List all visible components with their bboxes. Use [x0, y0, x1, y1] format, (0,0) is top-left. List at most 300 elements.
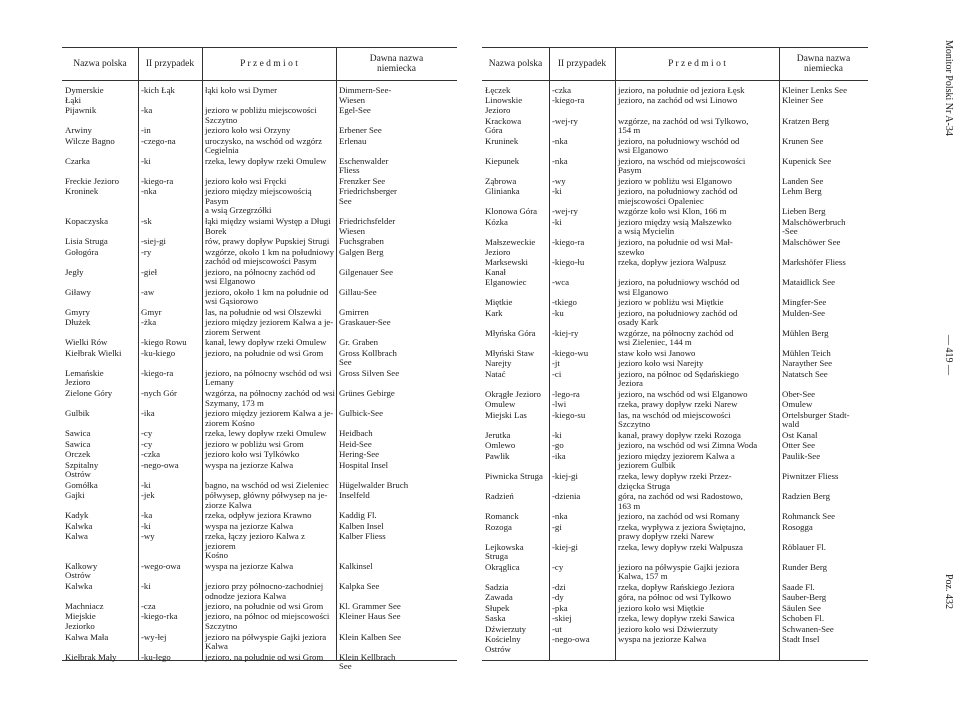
cell-description: łąki koło wsi Dymer [205, 86, 278, 95]
cell-genitive: -ci [552, 369, 562, 379]
cell-genitive: -tkiego [552, 298, 577, 308]
cell-polish-name: Sadzia [485, 582, 509, 592]
table-row [62, 288, 457, 307]
table-row [62, 450, 457, 460]
page-number: — 419 — [943, 335, 954, 375]
cell-german-name: Gmirren [339, 307, 369, 317]
table-row [482, 400, 868, 410]
cell-genitive: -in [141, 126, 151, 136]
cell-polish-name: Szpitalny Ostrów [65, 460, 99, 480]
table-row [62, 248, 457, 267]
cell-genitive: -ku-łego [141, 652, 171, 662]
cell-genitive: -nka [552, 512, 568, 522]
cell-polish-name: Jegły [65, 267, 84, 277]
cell-polish-name: Omlewo [485, 441, 516, 451]
cell-description: wyspa na jeziorze Kalwa [205, 561, 294, 571]
cell-polish-name: Kalwa [65, 532, 88, 542]
position-number: Poz. 432 [943, 574, 954, 609]
table-row [62, 461, 457, 480]
header-separator [482, 80, 868, 81]
cell-description: góra, na zachód od wsi Radostowo, 163 m [618, 492, 743, 511]
cell-polish-name: Romanck [485, 512, 519, 522]
cell-description: jezioro, na południe od wsi Grom [205, 652, 324, 662]
cell-polish-name: Kark [485, 308, 503, 318]
cell-german-name: Sauber-Berg [782, 593, 827, 603]
cell-genitive: -go [552, 441, 564, 451]
cell-genitive: -jek [141, 491, 155, 501]
table-row [62, 653, 457, 672]
cell-polish-name: Kiepunek [485, 156, 520, 166]
table-row [482, 492, 868, 511]
cell-german-name: Paulik-See [782, 451, 821, 461]
cell-genitive: -ka [141, 511, 153, 521]
cell-genitive: -cy [141, 439, 153, 449]
table-row [482, 512, 868, 522]
cell-german-name: Hering-See [339, 450, 380, 460]
cell-polish-name: Pawlik [485, 451, 510, 461]
cell-genitive: Gmyr [141, 307, 162, 317]
header-polish-name: Nazwa polska [488, 59, 543, 69]
cell-polish-name: Piwnicka Struga [485, 471, 543, 481]
table-row [482, 309, 868, 328]
cell-genitive: -ku [552, 308, 564, 318]
table-row [62, 318, 457, 337]
cell-genitive: -ki [552, 430, 562, 440]
header-polish-name: Nazwa polska [73, 59, 127, 69]
cell-german-name: Friedrichsberger See [339, 187, 397, 206]
cell-description: jezioro, na północny zachód od wsi Elganowo [205, 267, 316, 287]
cell-description: jezioro między miejscowością Pasym a wsią Grzegrzółki [205, 187, 312, 216]
header-german-name: Dawna nazwa niemiecka [796, 54, 851, 74]
cell-genitive: -kiego-ra [552, 237, 585, 247]
cell-genitive: -ika [552, 451, 566, 461]
cell-german-name: Gulbick-See [339, 409, 383, 419]
cell-polish-name: Wielki Rów [65, 338, 108, 348]
cell-german-name: Kalber Fliess [339, 532, 386, 542]
cell-description: jezioro między jeziorem Kalwa a je- ziorem Serwent [205, 318, 334, 337]
cell-genitive: -ki [141, 480, 151, 490]
cell-polish-name: Miejski Las [485, 410, 527, 420]
cell-genitive: -kiej-gi [552, 542, 578, 552]
cell-polish-name: Czarka [65, 156, 90, 166]
header-subject: P r z e d m i o t [668, 59, 726, 69]
cell-genitive: -kiego-łu [552, 258, 585, 267]
cell-german-name: Gross Silven See [339, 368, 400, 378]
cell-genitive: -ika [141, 409, 155, 419]
cell-polish-name: Gajki [65, 491, 85, 501]
cell-polish-name: Okrąglica [485, 562, 520, 572]
cell-german-name: Hospital Insel [339, 460, 389, 470]
cell-description: wzgórze koło wsi Klon, 166 m [618, 207, 727, 217]
cell-german-name: Omulew [782, 400, 813, 410]
cell-genitive: -wej-ry [552, 116, 578, 126]
cell-polish-name: Kalwka [65, 581, 93, 591]
table-row [62, 389, 457, 408]
cell-polish-name: Ząbrowa [485, 176, 517, 186]
cell-polish-name: Wilcze Bagno [65, 136, 115, 146]
cell-genitive: -kiej-gi [552, 471, 578, 481]
cell-genitive: -dzi [552, 582, 566, 592]
cell-description: jezioro, na północ od Sędańskiego Jeziora [618, 369, 739, 389]
cell-description: jezioro, około 1 km na południe od wsi Gąsiorowo [205, 287, 329, 307]
cell-genitive: -kiego-su [552, 410, 586, 420]
table-row [62, 633, 457, 652]
cell-description: jezioro między jeziorem Kalwa a jeziorem Gulbik [618, 451, 735, 471]
cell-polish-name: Linowskie Jezioro [485, 96, 523, 116]
cell-polish-name: Elganowiec [485, 278, 527, 288]
cell-description: jezioro, na południe od wsi Mał- szewko [618, 237, 733, 257]
cell-description: jezioro, na południowy wschód od wsi Elganowo [618, 278, 740, 297]
table-row [482, 563, 868, 582]
table-row [62, 409, 457, 428]
cell-polish-name: Małszeweckie Jezioro [485, 237, 536, 257]
table-row [62, 440, 457, 450]
cell-polish-name: Kopaczyska [65, 216, 108, 226]
cell-genitive: -skiej [552, 614, 572, 624]
cell-polish-name: Kościelny Ostrów [485, 635, 521, 654]
cell-description: jezioro, na wschód od wsi Zimna Woda [618, 441, 758, 451]
cell-german-name: Ortelsburger Stadt- wald [782, 410, 850, 430]
cell-genitive: -ki [552, 217, 562, 227]
cell-description: rzeka, dopływ Rańskiego Jeziora [618, 582, 735, 592]
cell-polish-name: Pijawnik [65, 106, 97, 116]
cell-genitive: -nego-owa [141, 460, 179, 470]
table-row [482, 583, 868, 593]
cell-description: jezioro w pobliżu wsi Elganowo [618, 176, 732, 186]
table-row [62, 349, 457, 368]
cell-genitive: -ry [141, 247, 152, 257]
table-row [482, 411, 868, 430]
header-german-name: Dawna nazwa niemiecka [369, 54, 424, 74]
cell-polish-name: Młyński Staw [485, 348, 535, 358]
cell-german-name: Galgen Berg [339, 247, 384, 257]
table-row [482, 329, 868, 348]
cell-description: jezioro koło wsi Miętkie [618, 603, 705, 613]
cell-german-name: Saade Fl. [782, 582, 815, 592]
cell-polish-name: Arwiny [65, 126, 92, 136]
cell-polish-name: Lejkowska Struga [485, 542, 524, 562]
header-genitive: II przypadek [145, 59, 195, 69]
cell-description: góra, na północ od wsi Tylkowo [618, 593, 732, 603]
header-genitive: II przypadek [557, 59, 607, 69]
cell-genitive: -kiego-ra [141, 368, 174, 378]
cell-german-name: Fuchsgraben [339, 237, 384, 247]
cell-polish-name: Narejty [485, 359, 512, 369]
cell-description: jezioro, na wschód od wsi Elganowo [618, 389, 748, 399]
cell-description: jezioro, na północ od miejscowości Szczytno [205, 612, 330, 632]
cell-genitive: -ki [552, 187, 562, 197]
cell-description: rów, prawy dopływ Pupskiej Strugi [205, 237, 330, 247]
table-row [482, 278, 868, 297]
cell-genitive: -sk [141, 216, 152, 226]
cell-description: jezioro, na zachód od wsi Linowo [618, 96, 738, 106]
cell-german-name: Erbener See [339, 126, 382, 136]
cell-genitive: -nych Gór [141, 388, 177, 398]
right-table [482, 47, 868, 661]
cell-description: jezioro, na południowy zachód od miejscowości Opaleniec [618, 187, 738, 206]
cell-description: wyspa na jeziorze Kalwa [618, 635, 707, 645]
cell-description: jezioro w pobliżu miejscowości Szczytno [205, 106, 317, 125]
cell-genitive: -czego-na [141, 136, 176, 146]
cell-german-name: Heidbach [339, 429, 373, 439]
cell-description: uroczysko, na wschód od wzgórz Cegielnia [205, 136, 323, 156]
cell-genitive: -kiego Rowu [141, 338, 187, 348]
cell-description: rzeka, lewy dopływ rzeki Przez- dzięcka Struga [618, 471, 732, 491]
cell-polish-name: Dźwierzuty [485, 624, 527, 634]
cell-genitive: -cza [141, 602, 156, 611]
cell-description: jezioro koło wsi Tylkówko [205, 450, 300, 460]
cell-german-name: Klein Kalben See [339, 632, 402, 642]
cell-german-name: Krunen See [782, 136, 824, 146]
cell-description: łąki między wsiami Występ a Długi Borek [205, 216, 331, 236]
table-row [482, 298, 868, 308]
cell-german-name: Mühlen Teich [782, 348, 831, 358]
table-row [62, 187, 457, 216]
cell-german-name: Gr. Graben [339, 338, 379, 348]
table-row [62, 268, 457, 287]
table-row [62, 217, 457, 236]
cell-german-name: Lieben Berg [782, 207, 826, 217]
cell-description: wzgórze, na zachód od wsi Tylkowo, 154 m [618, 116, 749, 136]
cell-polish-name: Marksewski Kanał [485, 258, 529, 277]
cell-polish-name: Klonowa Góra [485, 207, 538, 217]
cell-description: rzeka, łączy jezioro Kalwa z jeziorem Kośno [205, 532, 305, 561]
cell-polish-name: Gmyry [65, 307, 90, 317]
left-table [62, 47, 457, 672]
cell-german-name: Kleiner Haus See [339, 612, 401, 622]
cell-polish-name: Kruninek [485, 136, 519, 146]
cell-genitive: -kiego-ra [141, 176, 174, 186]
cell-german-name: Rosogga [782, 522, 813, 532]
table-row [62, 582, 457, 601]
cell-genitive: -jt [552, 359, 560, 369]
cell-german-name: Markshöfer Fliess [782, 258, 846, 267]
cell-german-name: Inselfeld [339, 491, 370, 501]
table-row [482, 359, 868, 369]
cell-description: jezioro, na południe od wsi Grom [205, 348, 324, 358]
cell-german-name: Frenzker See [339, 176, 386, 186]
cell-description: jezioro koło wsi Fręcki [205, 176, 287, 186]
cell-polish-name: Lemańskie Jezioro [65, 368, 104, 388]
cell-polish-name: Dłużek [65, 318, 91, 328]
cell-description: rzeka, lewy dopływ rzeki Omulew [205, 429, 327, 439]
cell-description: wzgórze, na północny zachód od wsi Zieleniec, 144 m [618, 328, 734, 348]
cell-german-name: Gilgenauer See [339, 267, 393, 277]
cell-genitive: -gieł [141, 267, 158, 277]
cell-polish-name: Kalwa Mała [65, 632, 109, 642]
cell-polish-name: Słupek [485, 603, 510, 613]
cell-german-name: Kupenick See [782, 156, 832, 166]
cell-genitive: -czka [552, 86, 572, 95]
cell-polish-name: Radzień [485, 492, 514, 502]
cell-description: jezioro koło wsi Dźwierzuty [618, 624, 718, 634]
cell-genitive: -nego-owa [552, 635, 590, 645]
cell-genitive: -nka [552, 136, 568, 146]
cell-polish-name: Miętkie [485, 298, 513, 308]
cell-genitive: -kiego-rka [141, 612, 178, 622]
cell-german-name: Gross Kollbrach See [339, 348, 397, 368]
table-row [482, 238, 868, 257]
cell-genitive: -ut [552, 624, 562, 634]
cell-polish-name: Kalkowy Ostrów [65, 561, 98, 581]
cell-genitive: -ka [141, 106, 153, 116]
cell-description: jezioro, na południowy zachód od osady Kark [618, 308, 738, 328]
cell-description: jezioro, na południe od wsi Grom [205, 602, 324, 611]
cell-description: las, na wschód od miejscowości Szczytno [618, 410, 731, 430]
table-row [482, 390, 868, 400]
cell-polish-name: Gołogóra [65, 247, 99, 257]
cell-genitive: -nka [141, 187, 157, 197]
cell-polish-name: Kiełbrak Mały [65, 652, 117, 662]
cell-polish-name: Miejskie Jeziorko [65, 612, 96, 632]
table-row [482, 614, 868, 624]
cell-description: jezioro koło wsi Narejty [618, 359, 704, 369]
cell-description: jezioro między jeziorem Kalwa a je- ziorem Kośno [205, 409, 334, 428]
cell-description: rzeka, lewy dopływ rzeki Sawica [618, 614, 735, 624]
cell-german-name: Runder Berg [782, 562, 828, 572]
header-separator [62, 80, 457, 81]
cell-polish-name: Saska [485, 614, 506, 624]
cell-german-name: Malschöwer See [782, 237, 841, 247]
table-row [62, 106, 457, 125]
cell-german-name: Kalben Insel [339, 521, 384, 531]
table-row [482, 452, 868, 471]
cell-genitive: -dzienia [552, 492, 581, 502]
table-row [62, 126, 457, 136]
table-row [62, 237, 457, 247]
cell-german-name: Grünes Gebirge [339, 388, 395, 398]
cell-description: jezioro, na północny wschód od wsi Lemany [205, 368, 332, 388]
cell-genitive: -wej-ry [552, 207, 578, 217]
table-row [62, 511, 457, 521]
cell-genitive: -nka [552, 156, 568, 166]
cell-description: rzeka, lewy dopływ rzeki Walpusza [618, 542, 743, 552]
cell-genitive: -aw [141, 287, 155, 297]
table-row [62, 177, 457, 187]
cell-polish-name: Krackowa Góra [485, 116, 522, 136]
table-row [482, 593, 868, 603]
cell-polish-name: Okrągłe Jezioro [485, 389, 541, 399]
cell-description: jezioro między wsią Małszewko a wsią Mycielin [618, 217, 732, 237]
table-row [482, 137, 868, 156]
cell-description: bagno, na wschód od wsi Zieleniec [205, 480, 329, 490]
cell-german-name: Dimmern-See- Wiesen [339, 86, 392, 105]
cell-polish-name: Zawada [485, 593, 513, 603]
cell-german-name: Eschenwalder Fliess [339, 156, 389, 176]
cell-description: wyspa na jeziorze Kalwa [205, 521, 294, 531]
table-row [62, 338, 457, 348]
cell-polish-name: Łęczek [485, 86, 511, 95]
cell-german-name: Mulden-See [782, 308, 825, 318]
table-row [62, 157, 457, 176]
cell-genitive: -kiego-wu [552, 348, 589, 358]
cell-german-name: Schoben Fl. [782, 614, 825, 624]
cell-genitive: -cy [141, 429, 153, 439]
table-row [62, 522, 457, 532]
cell-description: kanał, prawy dopływ rzeki Rozoga [618, 430, 741, 440]
cell-genitive: -ki [141, 581, 151, 591]
cell-description: jezioro, na zachód od wsi Romany [618, 512, 740, 522]
cell-description: wzgórze, około 1 km na południowy zachód od miejscowości Pasym [205, 247, 334, 267]
table-row [482, 207, 868, 217]
cell-polish-name: Dymerskie Łąki [65, 86, 104, 105]
cell-german-name: Erlenau [339, 136, 367, 146]
table-row [62, 612, 457, 631]
cell-polish-name: Glinianka [485, 187, 520, 197]
cell-description: jezioro w pobliżu wsi Grom [205, 439, 304, 449]
cell-german-name: Friedrichsfelder Wiesen [339, 216, 396, 236]
cell-german-name: Hügelwalder Bruch [339, 480, 409, 490]
table-row [62, 491, 457, 510]
cell-polish-name: Freckie Jezioro [65, 176, 119, 186]
cell-description: rzeka, dopływ jeziora Walpusz [618, 258, 727, 267]
cell-genitive: -kiego-ra [552, 96, 585, 106]
cell-german-name: Schwanen-See [782, 624, 834, 634]
cell-description: wyspa na jeziorze Kalwa [205, 460, 294, 470]
cell-description: jezioro na półwyspie Gajki jeziora Kalwa [205, 632, 327, 652]
table-row [482, 370, 868, 389]
cell-genitive: -lego-ra [552, 389, 580, 399]
cell-polish-name: Machniacz [65, 602, 104, 611]
cell-german-name: Gillau-See [339, 287, 377, 297]
table-row [482, 157, 868, 176]
table-row [482, 96, 868, 115]
cell-polish-name: Kroninek [65, 187, 99, 197]
cell-genitive: -wego-owa [141, 561, 181, 571]
header-subject: P r z e d m i o t [240, 59, 298, 69]
table-row [482, 86, 868, 96]
cell-german-name: Malschöwerbruch -See [782, 217, 846, 237]
cell-german-name: Klein Kellbrach See [339, 652, 396, 672]
cell-german-name: Landen See [782, 176, 824, 186]
cell-german-name: Säulen See [782, 603, 821, 613]
cell-polish-name: Kadyk [65, 511, 89, 521]
cell-german-name: Stadt Insel [782, 635, 820, 645]
cell-polish-name: Sawica [65, 439, 91, 449]
cell-polish-name: Rozoga [485, 522, 512, 532]
cell-polish-name: Gulbik [65, 409, 90, 419]
table-row [482, 117, 868, 136]
right-table-body [482, 86, 868, 655]
cell-german-name: Graskauer-See [339, 318, 391, 328]
cell-description: staw koło wsi Janowo [618, 348, 696, 358]
cell-german-name: Egel-See [339, 106, 371, 116]
cell-polish-name: Jerutka [485, 430, 511, 440]
cell-description: jezioro, na południowy wschód od wsi Elganowo [618, 136, 740, 156]
cell-genitive: -kich Łąk [141, 86, 175, 95]
cell-description: półwysep, główny półwysep na je- ziorze Kalwa [205, 491, 328, 510]
cell-german-name: Kalpka See [339, 581, 380, 591]
table-row [62, 532, 457, 561]
table-row [62, 602, 457, 612]
cell-polish-name: Młyńska Góra [485, 328, 536, 338]
table-row [482, 523, 868, 542]
table-row [62, 86, 457, 105]
cell-german-name: Natatsch See [782, 369, 828, 379]
cell-polish-name: Sawica [65, 429, 91, 439]
cell-german-name: Ost Kanal [782, 430, 818, 440]
table-row [482, 187, 868, 206]
cell-polish-name: Natać [485, 369, 506, 379]
table-row [482, 604, 868, 614]
cell-polish-name: Orczek [65, 450, 91, 460]
cell-genitive: -żka [141, 318, 157, 328]
table-row [482, 543, 868, 562]
cell-polish-name: Kalwka [65, 521, 93, 531]
cell-genitive: -ku-kiego [141, 348, 176, 358]
cell-description: rzeka, odpływ jeziora Krawno [205, 511, 312, 521]
cell-german-name: Kalkinsel [339, 561, 373, 571]
